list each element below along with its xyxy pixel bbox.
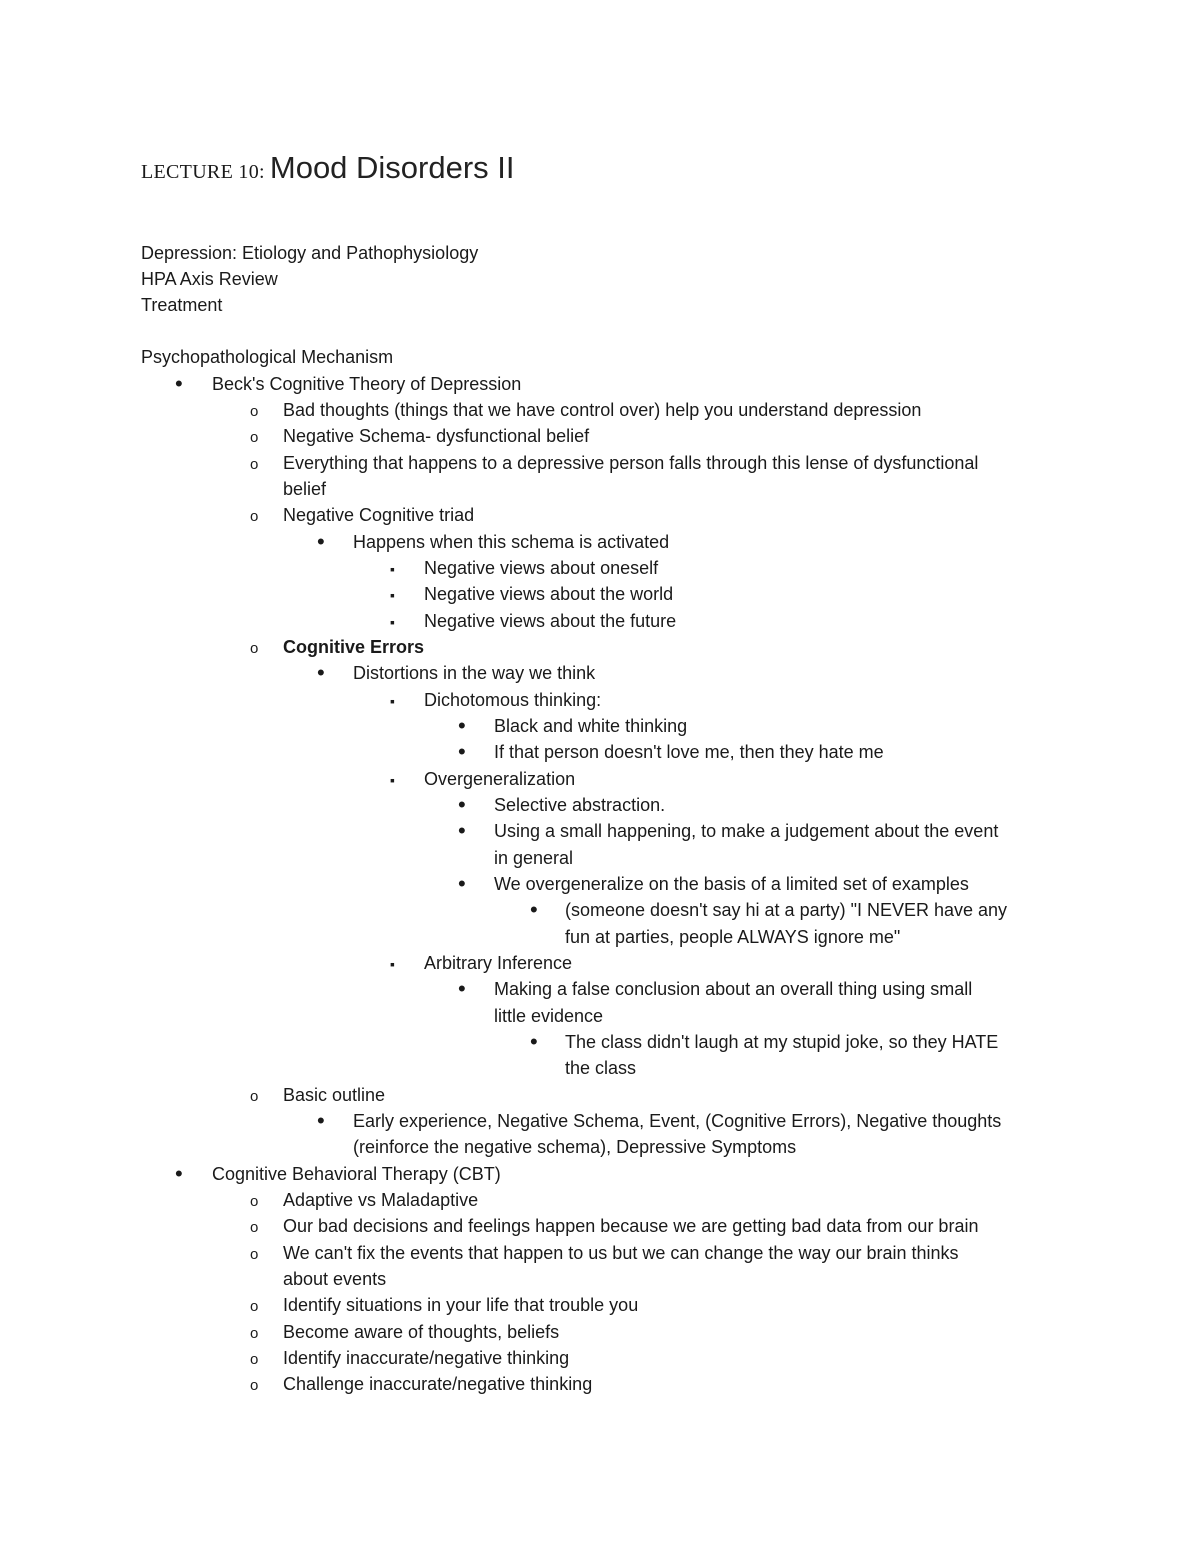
outline-item-level-2: Basic outline xyxy=(283,1085,386,1105)
outline-item-level-2: Adaptive vs Maladaptive xyxy=(283,1190,479,1210)
outline-item-level-3: Happens when this schema is activated xyxy=(353,532,670,552)
section-heading: Psychopathological Mechanism xyxy=(141,347,394,367)
overview-line: Depression: Etiology and Pathophysiology xyxy=(141,243,479,263)
circle-bullet-icon xyxy=(250,634,258,662)
outline-item-level-5: Making a false conclusion about an overall thing using small xyxy=(494,979,973,999)
circle-bullet-icon xyxy=(250,1319,258,1347)
outline-item-level-4: Negative views about the world xyxy=(424,584,674,604)
outline-item-level-2: Cognitive Errors xyxy=(283,637,425,657)
outline-item-level-2: Identify inaccurate/negative thinking xyxy=(283,1348,570,1368)
square-bullet-icon xyxy=(390,766,395,793)
outline-item-level-6: the class xyxy=(565,1058,637,1078)
outline-item-level-4: Overgeneralization xyxy=(424,769,576,789)
square-bullet-icon xyxy=(390,950,395,977)
outline-item-level-3: (reinforce the negative schema), Depressive Symptoms xyxy=(353,1137,797,1157)
circle-bullet-icon xyxy=(250,502,258,530)
outline-item-level-4: Negative views about oneself xyxy=(424,558,659,578)
square-bullet-icon xyxy=(390,608,395,635)
square-bullet-icon xyxy=(390,555,395,582)
lecture-title: Mood Disorders II xyxy=(269,150,515,185)
circle-bullet-icon xyxy=(250,1345,258,1373)
outline-item-level-1: Cognitive Behavioral Therapy (CBT) xyxy=(212,1164,501,1184)
outline-item-level-3: Distortions in the way we think xyxy=(353,663,596,683)
disc-bullet-icon xyxy=(317,1108,325,1135)
lecture-number: LECTURE 10: xyxy=(141,161,265,183)
outline-item-level-2: Challenge inaccurate/negative thinking xyxy=(283,1374,593,1394)
disc-bullet-icon xyxy=(458,739,466,766)
outline-item-level-6: (someone doesn't say hi at a party) "I NEVER have any xyxy=(565,900,1008,920)
disc-bullet-icon xyxy=(458,871,466,898)
circle-bullet-icon xyxy=(250,1292,258,1320)
outline-item-level-5: If that person doesn't love me, then they hate me xyxy=(494,742,884,762)
disc-bullet-icon xyxy=(175,1161,183,1188)
page-title xyxy=(141,150,515,186)
outline-item-level-2: Bad thoughts (things that we have control over) help you understand depression xyxy=(283,400,922,420)
disc-bullet-icon xyxy=(530,1029,538,1056)
outline-item-level-1: Beck's Cognitive Theory of Depression xyxy=(212,374,522,394)
outline-item-level-2: Become aware of thoughts, beliefs xyxy=(283,1322,560,1342)
disc-bullet-icon xyxy=(458,976,466,1003)
square-bullet-icon xyxy=(390,687,395,714)
circle-bullet-icon xyxy=(250,1082,258,1110)
square-bullet-icon xyxy=(390,581,395,608)
outline-item-level-5: We overgeneralize on the basis of a limited set of examples xyxy=(494,874,969,894)
circle-bullet-icon xyxy=(250,450,258,478)
disc-bullet-icon xyxy=(458,792,466,819)
overview-line: Treatment xyxy=(141,295,223,315)
disc-bullet-icon xyxy=(458,818,466,845)
outline-item-level-2: We can't fix the events that happen to us but we can change the way our brain thinks xyxy=(283,1243,959,1263)
circle-bullet-icon xyxy=(250,1187,258,1215)
outline-item-level-3: Early experience, Negative Schema, Event, (Cognitive Errors), Negative thoughts xyxy=(353,1111,1002,1131)
outline-item-level-2: about events xyxy=(283,1269,387,1289)
outline-item-level-4: Negative views about the future xyxy=(424,611,677,631)
outline-item-level-4: Arbitrary Inference xyxy=(424,953,573,973)
circle-bullet-icon xyxy=(250,1371,258,1399)
disc-bullet-icon xyxy=(317,529,325,556)
outline-item-level-4: Dichotomous thinking: xyxy=(424,690,602,710)
outline-item-level-2: Negative Cognitive triad xyxy=(283,505,475,525)
overview-line: HPA Axis Review xyxy=(141,269,278,289)
outline-item-level-2: Identify situations in your life that trouble you xyxy=(283,1295,639,1315)
outline-item-level-5: Black and white thinking xyxy=(494,716,688,736)
disc-bullet-icon xyxy=(530,897,538,924)
outline-item-level-2: Everything that happens to a depressive person falls through this lense of dysfunctional xyxy=(283,453,979,473)
disc-bullet-icon xyxy=(175,371,183,398)
outline-item-level-6: The class didn't laugh at my stupid joke, so they HATE xyxy=(565,1032,999,1052)
circle-bullet-icon xyxy=(250,1213,258,1241)
circle-bullet-icon xyxy=(250,423,258,451)
outline-item-level-5: Using a small happening, to make a judgement about the event xyxy=(494,821,999,841)
outline-item-level-5: Selective abstraction. xyxy=(494,795,666,815)
outline-item-level-5: in general xyxy=(494,848,574,868)
outline-item-level-2: Negative Schema- dysfunctional belief xyxy=(283,426,590,446)
circle-bullet-icon xyxy=(250,1240,258,1268)
outline-item-level-2: belief xyxy=(283,479,327,499)
circle-bullet-icon xyxy=(250,397,258,425)
outline-item-level-2: Our bad decisions and feelings happen because we are getting bad data from our brain xyxy=(283,1216,979,1236)
outline-item-level-5: little evidence xyxy=(494,1006,604,1026)
disc-bullet-icon xyxy=(317,660,325,687)
disc-bullet-icon xyxy=(458,713,466,740)
outline-item-level-6: fun at parties, people ALWAYS ignore me" xyxy=(565,927,901,947)
